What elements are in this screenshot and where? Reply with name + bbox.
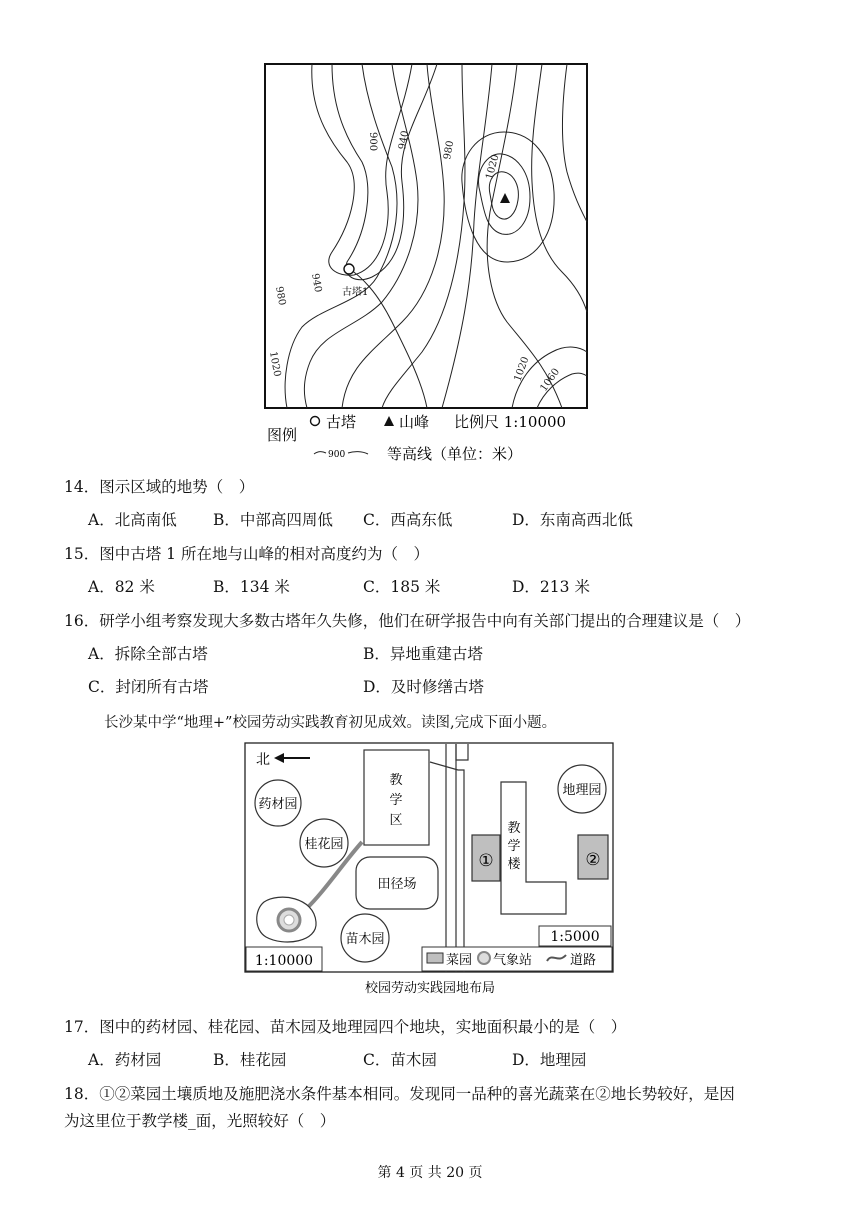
question-16: 16．研学小组考察发现大多数古塔年久失修，他们在研学报告中向有关部门提出的合理建议是（ ） <box>64 612 751 630</box>
campus-map <box>244 742 616 998</box>
q17-option-b[interactable]: B．桂花园 <box>213 1051 287 1069</box>
q15-option-d[interactable]: D．213 米 <box>512 578 590 596</box>
q14-option-d[interactable]: D．东南高西北低 <box>512 511 633 529</box>
q15-option-b[interactable]: B．134 米 <box>213 578 290 596</box>
legend-contour-sample: 900 <box>328 450 346 460</box>
contour-label: 940 <box>309 272 324 294</box>
legend-veg-icon <box>427 953 443 963</box>
question-14: 14．图示区域的地势（ ） <box>64 478 255 496</box>
legend-tower: 古塔 <box>326 413 357 431</box>
nursery-label: 苗木园 <box>345 932 385 947</box>
contour-label: 980 <box>273 285 288 307</box>
contour-label: 1020 <box>512 355 532 384</box>
herb-label: 药材园 <box>258 797 298 812</box>
legend-contour-text: 等高线（单位：米） <box>387 445 523 463</box>
teaching-area-char: 区 <box>389 813 403 828</box>
q17-option-d[interactable]: D．地理园 <box>512 1051 587 1069</box>
map-caption: 校园劳动实践园地布局 <box>364 981 496 996</box>
q15-option-a[interactable]: A．82 米 <box>88 578 155 596</box>
contour-label: 1020 <box>484 153 502 181</box>
q16-option-d[interactable]: D．及时修缮古塔 <box>363 678 484 696</box>
contour-label: 1060 <box>538 366 563 394</box>
legend-title: 图例 <box>267 426 298 444</box>
q14-option-c[interactable]: C．西高东低 <box>363 511 453 529</box>
north-label: 北 <box>256 752 270 768</box>
contour-map <box>262 62 602 468</box>
legend-peak-icon <box>384 416 394 426</box>
plot-1-label: ① <box>478 851 494 871</box>
osmanthus-label: 桂花园 <box>304 837 344 852</box>
tower-icon <box>344 264 354 274</box>
scale-left: 1:10000 <box>254 953 314 969</box>
legend-veg: 菜园 <box>446 953 473 968</box>
plot-2-label: ② <box>585 850 601 870</box>
legend-station-icon <box>478 952 490 964</box>
legend-peak: 山峰 <box>399 413 430 431</box>
building-char: 教 <box>507 821 521 836</box>
building-char: 楼 <box>507 857 521 872</box>
scale-right: 1:5000 <box>550 929 600 945</box>
q14-option-b[interactable]: B．中部高四周低 <box>213 511 333 529</box>
legend-scale: 比例尺 1:10000 <box>454 413 567 431</box>
geo-label: 地理园 <box>562 783 602 798</box>
q17-option-c[interactable]: C．苗木园 <box>363 1051 437 1069</box>
building-char: 学 <box>507 839 521 854</box>
q16-option-b[interactable]: B．异地重建古塔 <box>363 645 483 663</box>
q15-option-c[interactable]: C．185 米 <box>363 578 441 596</box>
track-label: 田径场 <box>377 877 417 892</box>
question-15: 15．图中古塔 1 所在地与山峰的相对高度约为（ ） <box>64 545 429 563</box>
contour-label: 940 <box>397 129 412 151</box>
legend-station: 气象站 <box>493 953 533 968</box>
legend-road: 道路 <box>570 953 597 968</box>
question-18-line1: 18．①②菜园土壤质地及施肥浇水条件基本相同。发现同一品种的喜光蔬菜在②地长势较好，是因 <box>64 1085 735 1103</box>
question-17: 17．图中的药材园、桂花园、苗木园及地理园四个地块，实地面积最小的是（ ） <box>64 1018 627 1036</box>
page-footer: 第 4 页 共 20 页 <box>377 1165 483 1181</box>
contour-label: 980 <box>442 139 457 161</box>
teaching-area-char: 学 <box>389 793 403 808</box>
q14-option-a[interactable]: A．北高南低 <box>88 511 177 529</box>
question-18-line2: 为这里位于教学楼_面，光照较好（ ） <box>64 1112 336 1130</box>
legend-tower-icon <box>311 417 320 426</box>
contour-label: 900 <box>367 132 378 152</box>
q17-option-a[interactable]: A．药材园 <box>88 1051 162 1069</box>
legend-contour-line <box>314 452 326 454</box>
q16-option-a[interactable]: A．拆除全部古塔 <box>88 645 208 663</box>
contour-label: 1020 <box>267 350 283 378</box>
teaching-area-char: 教 <box>389 773 403 788</box>
q16-option-c[interactable]: C．封闭所有古塔 <box>88 678 209 696</box>
intro-text: 长沙某中学“地理+”校园劳动实践教育初见成效。读图,完成下面小题。 <box>104 715 557 731</box>
tower-label: 古塔1 <box>342 287 369 298</box>
